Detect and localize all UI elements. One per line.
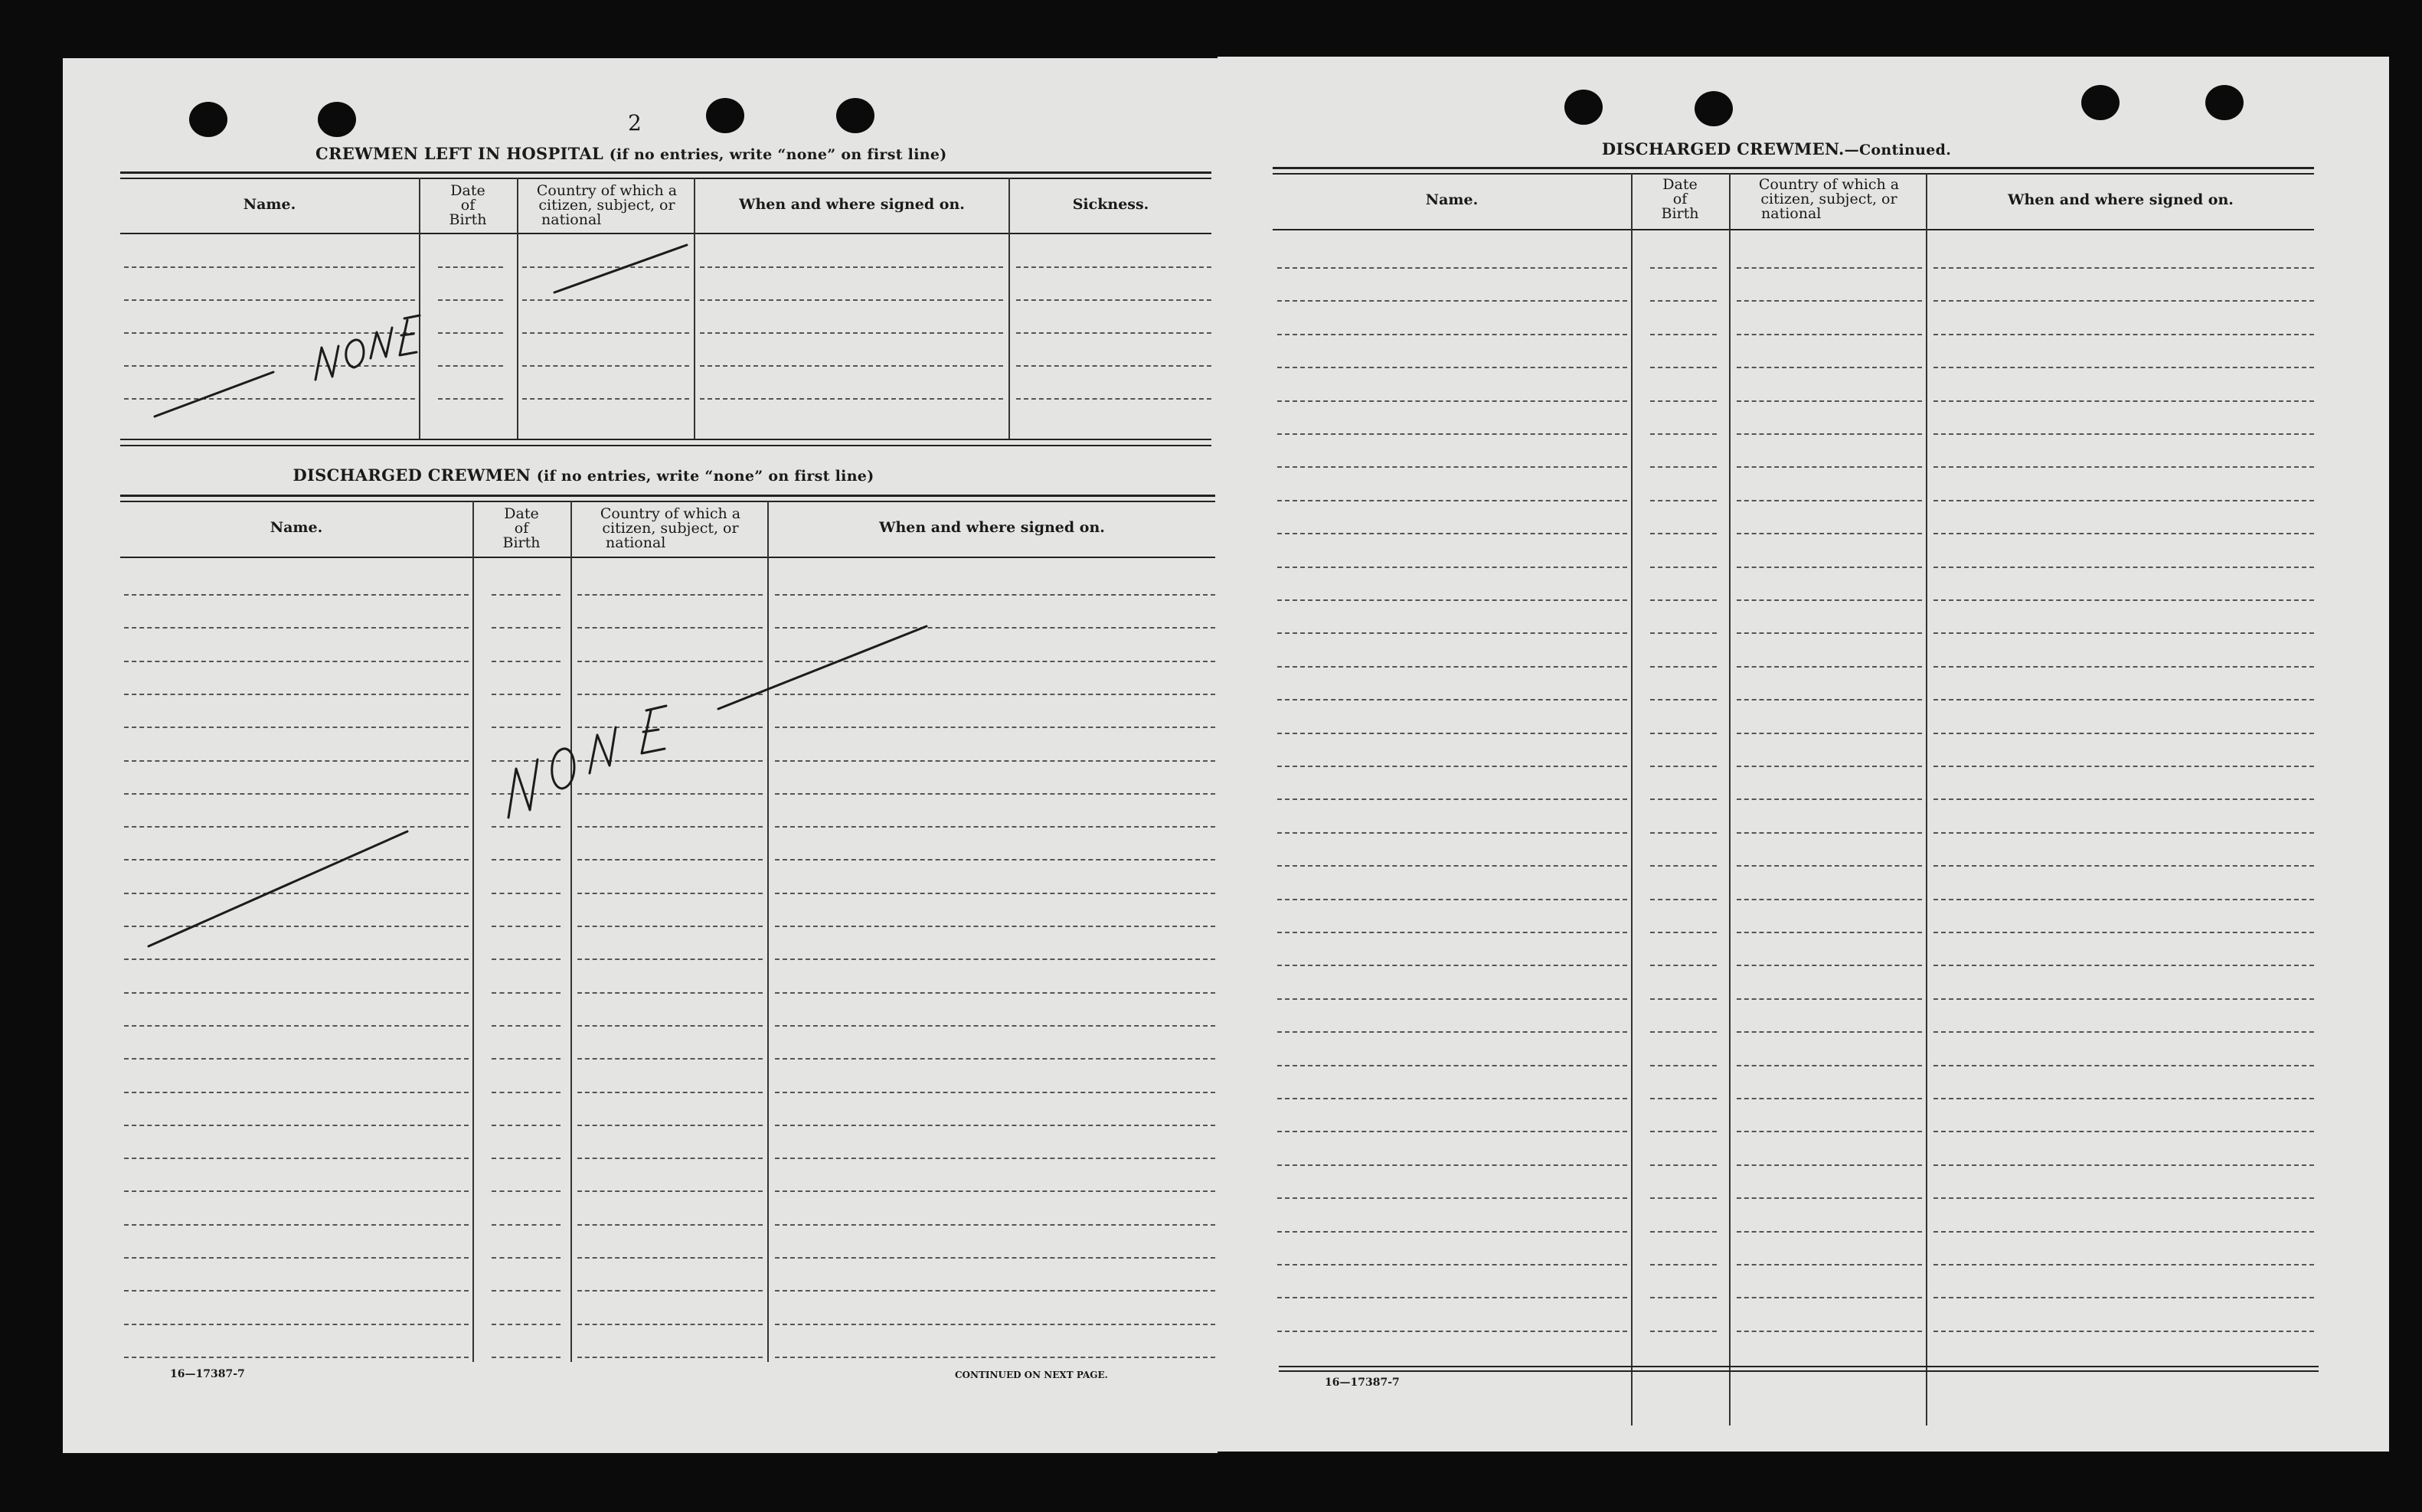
entry-line (1737, 666, 1922, 668)
entry-line (1737, 1297, 1922, 1298)
entry-line (1277, 832, 1627, 834)
punch-hole (2205, 85, 2244, 120)
entry-line (1737, 798, 1922, 800)
entry-line (1737, 632, 1922, 634)
entry-line (1933, 1264, 2314, 1265)
discharged-continued-title (1531, 139, 2022, 158)
entry-line (1277, 865, 1627, 867)
entry-line (1933, 1331, 2314, 1332)
entry-line (1737, 1231, 1922, 1233)
entry-line (1933, 865, 2314, 867)
hospital-title-text: CREWMEN LEFT IN HOSPITAL (315, 144, 604, 163)
discharged-none-handwriting (149, 626, 927, 946)
entry-line (1650, 1164, 1717, 1166)
hospital-none-handwriting (155, 245, 687, 416)
col-header-name: Name. (270, 519, 323, 536)
entry-line (1933, 766, 2314, 767)
entry-line (1650, 766, 1717, 767)
entry-line (1277, 1065, 1627, 1066)
entry-line (1737, 1098, 1922, 1099)
entry-line (1277, 1164, 1627, 1166)
hospital-title-note: (if no entries, write “none” on first line) (609, 146, 947, 163)
col-header-signed: When and where signed on. (739, 196, 965, 213)
entry-line (1650, 1331, 1717, 1332)
entry-line (1933, 998, 2314, 1000)
col-header-country: Country of which a citizen, subject, or national (1758, 176, 1900, 222)
entry-line (1277, 965, 1627, 966)
entry-line (1933, 500, 2314, 501)
entry-line (1933, 300, 2314, 302)
punch-hole (2081, 85, 2120, 120)
entry-line (1650, 500, 1717, 501)
entry-line (1277, 932, 1627, 933)
entry-line (1933, 367, 2314, 368)
entry-line (1933, 1131, 2314, 1132)
entry-line (1650, 599, 1717, 601)
entry-line (1737, 400, 1922, 402)
entry-line (1277, 1231, 1627, 1233)
entry-line (1737, 533, 1922, 534)
left-page (63, 58, 1218, 1453)
entry-line (1933, 632, 2314, 634)
entry-line (1650, 798, 1717, 800)
entry-line (1933, 1098, 2314, 1099)
col-header-dob: Date of Birth (1661, 176, 1699, 222)
entry-line (1277, 1264, 1627, 1265)
entry-line (1277, 1197, 1627, 1199)
entry-line (1933, 1164, 2314, 1166)
column-divider (1631, 173, 1633, 1425)
entry-line (1933, 334, 2314, 335)
entry-line (1933, 400, 2314, 402)
entry-line (1737, 1065, 1922, 1066)
page-number: 2 (628, 110, 642, 136)
entry-line (1737, 899, 1922, 900)
entry-line (1650, 334, 1717, 335)
punch-hole (1695, 91, 1733, 126)
continued-title-suffix: —Continued. (1844, 142, 1952, 158)
entry-line (1650, 1131, 1717, 1132)
entry-line (1650, 865, 1717, 867)
rule (1279, 1366, 2319, 1367)
form-number: 16—17387-7 (170, 1368, 245, 1380)
entry-line (1277, 798, 1627, 800)
form-number: 16—17387-7 (1325, 1376, 1400, 1389)
entry-line (1933, 1065, 2314, 1066)
entry-line (1650, 1031, 1717, 1033)
entry-line (1650, 1065, 1717, 1066)
entry-line (1650, 433, 1717, 435)
entry-line (1277, 1098, 1627, 1099)
column-divider (1926, 173, 1927, 1425)
col-header-country: Country of which a citizen, subject, or national (600, 505, 741, 551)
entry-line (1650, 965, 1717, 966)
entry-line (1277, 1131, 1627, 1132)
discharged-title-text: DISCHARGED CREWMEN (293, 465, 531, 485)
entry-line (1277, 1031, 1627, 1033)
rule (1273, 229, 2314, 230)
right-page (1218, 57, 2389, 1452)
entry-line (1650, 533, 1717, 534)
entry-line (1737, 334, 1922, 335)
entry-line (1277, 500, 1627, 501)
entry-line (1737, 932, 1922, 933)
entry-line (1277, 334, 1627, 335)
entry-line (1650, 1264, 1717, 1265)
entry-line (1737, 267, 1922, 269)
entry-line (1277, 1297, 1627, 1298)
entry-line (1277, 267, 1627, 269)
discharged-title-note: (if no entries, write “none” on first line) (536, 468, 874, 485)
entry-line (1650, 1098, 1717, 1099)
entry-line (1277, 1331, 1627, 1332)
entry-line (1277, 300, 1627, 302)
entry-line (1737, 567, 1922, 568)
punch-hole (1564, 90, 1603, 125)
entry-line (1933, 1231, 2314, 1233)
col-header-signed: When and where signed on. (2008, 191, 2234, 208)
entry-line (1737, 433, 1922, 435)
entry-line (1737, 766, 1922, 767)
entry-line (1737, 1131, 1922, 1132)
entry-line (1737, 1331, 1922, 1332)
col-header-sickness: Sickness. (1072, 196, 1149, 213)
entry-line (1933, 1031, 2314, 1033)
entry-line (1933, 533, 2314, 534)
entry-line (1277, 899, 1627, 900)
entry-line (1737, 865, 1922, 867)
col-header-name: Name. (1425, 191, 1479, 208)
col-header-name: Name. (243, 196, 296, 213)
entry-line (1277, 766, 1627, 767)
column-divider (1729, 173, 1731, 1425)
entry-line (1650, 1297, 1717, 1298)
entry-line (1650, 932, 1717, 933)
entry-line (1737, 965, 1922, 966)
entry-line (1737, 998, 1922, 1000)
col-header-signed: When and where signed on. (879, 519, 1105, 536)
entry-line (1737, 466, 1922, 468)
entry-line (1277, 567, 1627, 568)
entry-line (1277, 632, 1627, 634)
handwritten-none-marks (63, 58, 1218, 1453)
entry-line (1933, 965, 2314, 966)
entry-line (1277, 998, 1627, 1000)
entry-line (1650, 400, 1717, 402)
entry-line (1933, 567, 2314, 568)
entry-line (1277, 533, 1627, 534)
entry-line (1650, 1231, 1717, 1233)
entry-line (1933, 932, 2314, 933)
rule (1273, 173, 2314, 175)
entry-line (1650, 367, 1717, 368)
entry-line (1933, 267, 2314, 269)
continued-title-text: DISCHARGED CREWMEN. (1601, 139, 1845, 158)
entry-line (1650, 998, 1717, 1000)
entry-line (1650, 733, 1717, 734)
entry-line (1933, 798, 2314, 800)
entry-line (1933, 1297, 2314, 1298)
entry-line (1277, 699, 1627, 700)
entry-line (1737, 832, 1922, 834)
entry-line (1933, 733, 2314, 734)
entry-line (1650, 699, 1717, 700)
entry-line (1933, 832, 2314, 834)
entry-line (1933, 433, 2314, 435)
entry-line (1277, 433, 1627, 435)
entry-line (1277, 367, 1627, 368)
col-header-dob: Date of Birth (449, 182, 487, 228)
entry-line (1737, 1031, 1922, 1033)
entry-line (1933, 1197, 2314, 1199)
continued-note: CONTINUED ON NEXT PAGE. (955, 1370, 1108, 1380)
entry-line (1933, 599, 2314, 601)
entry-line (1277, 666, 1627, 668)
entry-line (1277, 733, 1627, 734)
entry-line (1650, 666, 1717, 668)
entry-line (1277, 400, 1627, 402)
entry-line (1277, 466, 1627, 468)
rule (1273, 167, 2314, 169)
entry-line (1650, 832, 1717, 834)
entry-line (1737, 699, 1922, 700)
entry-line (1737, 500, 1922, 501)
col-header-dob: Date of Birth (502, 505, 541, 551)
entry-line (1737, 1197, 1922, 1199)
entry-line (1933, 666, 2314, 668)
entry-line (1737, 733, 1922, 734)
entry-line (1650, 1197, 1717, 1199)
entry-line (1737, 1264, 1922, 1265)
col-header-country: Country of which a citizen, subject, or national (536, 182, 678, 228)
entry-line (1277, 599, 1627, 601)
entry-line (1650, 267, 1717, 269)
entry-line (1650, 466, 1717, 468)
entry-line (1737, 367, 1922, 368)
entry-line (1933, 899, 2314, 900)
entry-line (1737, 1164, 1922, 1166)
entry-line (1933, 466, 2314, 468)
entry-line (1933, 699, 2314, 700)
entry-line (1650, 300, 1717, 302)
entry-line (1737, 599, 1922, 601)
entry-line (1650, 899, 1717, 900)
rule (1279, 1370, 2319, 1372)
entry-line (1650, 632, 1717, 634)
entry-line (1650, 567, 1717, 568)
entry-line (1737, 300, 1922, 302)
